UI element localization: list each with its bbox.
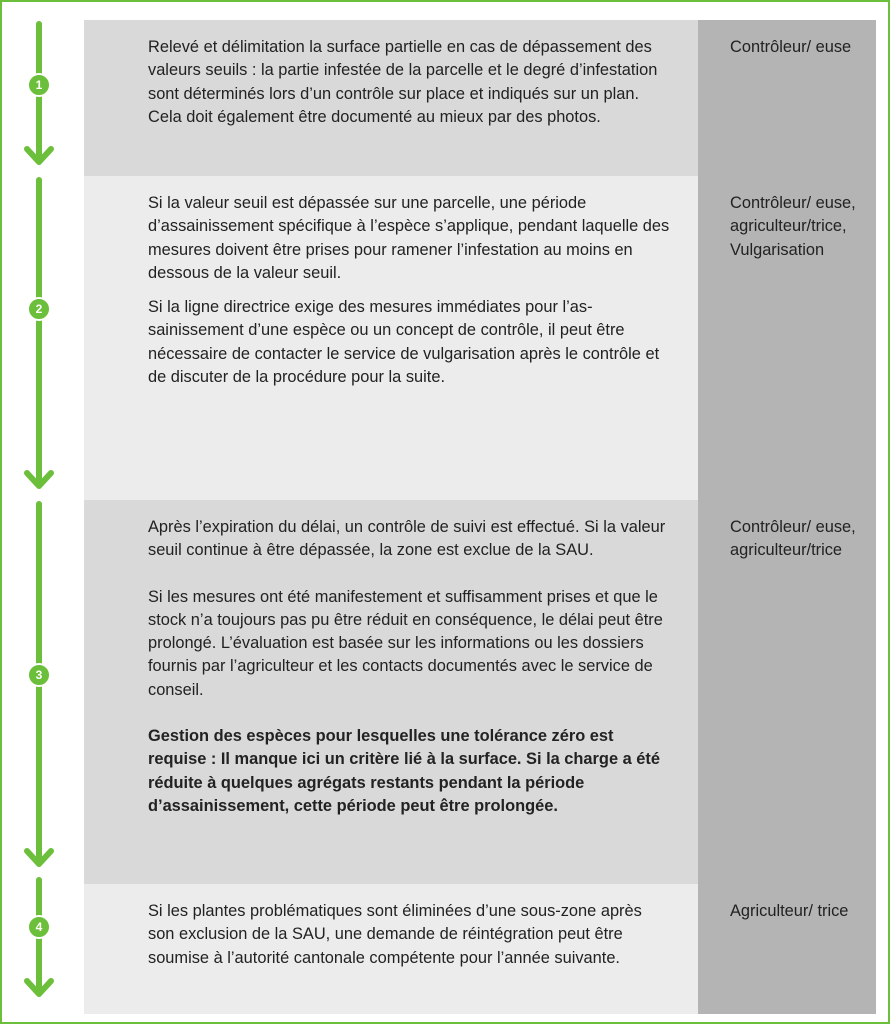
- step-3-description: [84, 500, 698, 884]
- step-row-4: [84, 884, 876, 1014]
- process-table: [84, 20, 876, 1014]
- step-4-description: [84, 884, 698, 1014]
- step-row-2: [84, 176, 876, 500]
- step-2-responsible: Contrôleur/ euse, agriculteur/trice, Vulgarisation: [698, 176, 876, 500]
- step-1-description: [84, 20, 698, 176]
- step-arrows: [0, 0, 84, 1024]
- step-2-paragraph-2: Si la ligne directrice exige des mesures immédiates pour l’assainissement d’une espèce ou un concept de contrôle, il peut être nécessaire de contacter le service de vulgarisation après le contrôle et de discuter de la procédure pour la suite.: [148, 298, 660, 387]
- step-row-1: [84, 20, 876, 176]
- step-2-description: [84, 176, 698, 500]
- step-2-paragraph-1: Si la valeur seuil est dépassée sur une parcelle, une période d’assainissement spécifique à l’espèce s’applique, pendant laquelle des mesures doivent être prises pour ramener l’infestation au moins en dessous de la valeur seuil.: [148, 194, 670, 282]
- step-1-number: 1: [35, 78, 43, 92]
- step-4-responsible: Agriculteur/ trice: [698, 884, 876, 1014]
- step-3-paragraph-1: Après l’expiration du délai, un contrôle de suivi est effectué. Si la valeur seuil continue à être dépassée, la zone est exclue de la SAU.: [148, 518, 666, 560]
- step-row-3: [84, 500, 876, 884]
- step-4-paragraph-1: Si les plantes problématiques sont éliminées d’une sous-zone après son exclusion de la SAU, une demande de réintégration peut être soumise à l’autorité cantonale compétente pour l’année suivante.: [148, 902, 642, 967]
- step-1-responsible: Contrôleur/ euse: [698, 20, 876, 176]
- step-3-number: 3: [35, 668, 43, 682]
- step-3-paragraph-2: Si les mesures ont été manifestement et suffisamment prises et que le stock n’a toujours pas pu être réduit en conséquence, le délai peut être prolongé. L’évaluation est basée sur les informations ou les dossiers fournis par l’agriculteur et les contacts documentés avec le service de conseil.: [148, 587, 663, 699]
- step-1-paragraph-1: Relevé et délimitation la surface partielle en cas de dépassement des valeurs seuils : la partie infestée de la parcelle et le degré d’infestation sont déterminés lors d’un contrôle sur place et indiqués sur un plan. Cela doit également être documenté au mieux par des photos.: [148, 38, 658, 126]
- step-4-number: 4: [35, 920, 43, 934]
- step-2-number: 2: [35, 302, 43, 316]
- step-3-responsible: Contrôleur/ euse, agriculteur/trice: [698, 500, 876, 884]
- step-3-paragraph-3: Gestion des espèces pour lesquelles une tolérance zéro est requise : Il manque ici un critère lié à la surface. Si la charge a été réduite à quelques agrégats restants pendant la période d’assainissement, cette période peut être prolongée.: [148, 727, 660, 815]
